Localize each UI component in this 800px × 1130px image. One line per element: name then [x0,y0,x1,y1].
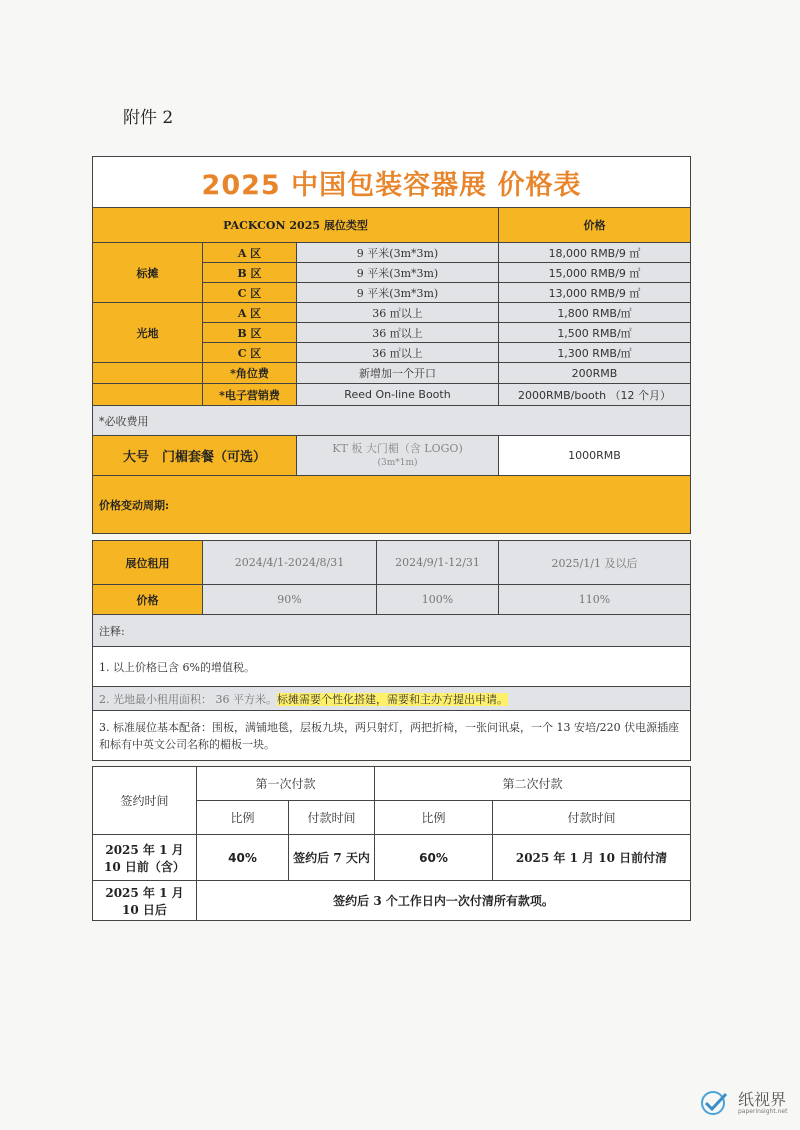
zone-label: B 区 [203,263,297,283]
attachment-label: 附件 2 [123,108,174,128]
note-3: 3. 标准展位基本配备：围板，满铺地毯，层板九块，两只射灯，两把折椅，一张问讯桌，一个 13 安培/220 伏电源插座和标有中英文公司名称的楣板一块。 [93,711,691,761]
emarketing-fee-label: *电子营销费 [203,384,297,406]
rental-label: 展位租用 [93,541,203,585]
header-type: PACKCON 2025 展位类型 [93,208,499,243]
price-row-label: 价格 [93,585,203,615]
second-payment-header: 第二次付款 [375,767,691,801]
first-payment-header: 第一次付款 [197,767,375,801]
booth-size: 9 平米(3m*3m) [297,243,499,263]
booth-size: 9 平米(3m*3m) [297,283,499,303]
corner-fee-label: *角位费 [203,363,297,384]
note-2 [93,687,691,711]
zone-label: A 区 [203,243,297,263]
mandatory-note: *必收费用 [93,406,691,436]
first-ratio: 40% [197,835,289,881]
watermark [700,1090,787,1116]
note-2-highlight: 标摊需要个性化搭建，需要和主办方提出申请。 [276,692,508,706]
rental-period: 2024/9/1-12/31 [377,541,499,585]
payment-desc: 签约后 3 个工作日内一次付清所有款项。 [197,881,691,921]
zone-label: C 区 [203,343,297,363]
booth-price: 13,000 RMB/9 ㎡ [499,283,691,303]
first-pay-time: 签约后 7 天内 [289,835,375,881]
zone-label: B 区 [203,323,297,343]
zone-label: A 区 [203,303,297,323]
space-price: 1,300 RMB/㎡ [499,343,691,363]
space-size: 36 ㎡以上 [297,323,499,343]
header-price: 价格 [499,208,691,243]
title-cell [93,157,691,208]
emarketing-fee-price: 2000RMB/booth （12 个月） [499,384,691,406]
page-title: 2025 中国包装容器展 价格表 [201,169,582,201]
booth-size: 9 平米(3m*3m) [297,263,499,283]
price-rate: 110% [499,585,691,615]
standard-booth-label: 标摊 [93,243,203,303]
sign-time-header: 签约时间 [93,767,197,835]
paperinsight-logo-icon [700,1090,734,1116]
second-ratio: 60% [375,835,493,881]
notes-title: 注释: [93,615,691,647]
ratio-header: 比例 [375,801,493,835]
gate-package-price: 1000RMB [499,436,691,476]
pay-time-header: 付款时间 [493,801,691,835]
space-size: 36 ㎡以上 [297,343,499,363]
price-rate: 100% [377,585,499,615]
rental-period: 2025/1/1 及以后 [499,541,691,585]
gate-package-desc-line1: KT 板 大门楣（含 LOGO) [332,441,463,455]
corner-fee-desc: 新增加一个开口 [297,363,499,384]
raw-space-label: 光地 [93,303,203,363]
note-2-text: 2. 光地最小租用面积： 36 平方米。 [99,692,277,706]
price-period-title: 价格变动周期: [93,476,691,534]
gate-package-desc [297,436,499,476]
price-rate: 90% [203,585,377,615]
gate-package-label: 大号 门楣套餐（可选） [93,436,297,476]
ratio-header: 比例 [197,801,289,835]
note-1: 1. 以上价格已含 6%的增值税。 [93,647,691,687]
space-price: 1,800 RMB/㎡ [499,303,691,323]
sign-time: 2025 年 1 月 10 日前（含） [93,835,197,881]
zone-label: C 区 [203,283,297,303]
price-table [92,156,691,534]
corner-fee-price: 200RMB [499,363,691,384]
rental-period: 2024/4/1-2024/8/31 [203,541,377,585]
gate-package-desc-line2: (3m*1m) [377,457,418,468]
payment-table [92,766,691,921]
pay-time-header: 付款时间 [289,801,375,835]
space-size: 36 ㎡以上 [297,303,499,323]
watermark-url: paperinsight.net [738,1107,788,1115]
sign-time: 2025 年 1 月 10 日后 [93,881,197,921]
second-pay-time: 2025 年 1 月 10 日前付清 [493,835,691,881]
space-price: 1,500 RMB/㎡ [499,323,691,343]
period-table [92,540,691,761]
booth-price: 15,000 RMB/9 ㎡ [499,263,691,283]
emarketing-fee-desc: Reed On-line Booth [297,384,499,406]
watermark-name: 纸视界 [738,1089,787,1109]
booth-price: 18,000 RMB/9 ㎡ [499,243,691,263]
